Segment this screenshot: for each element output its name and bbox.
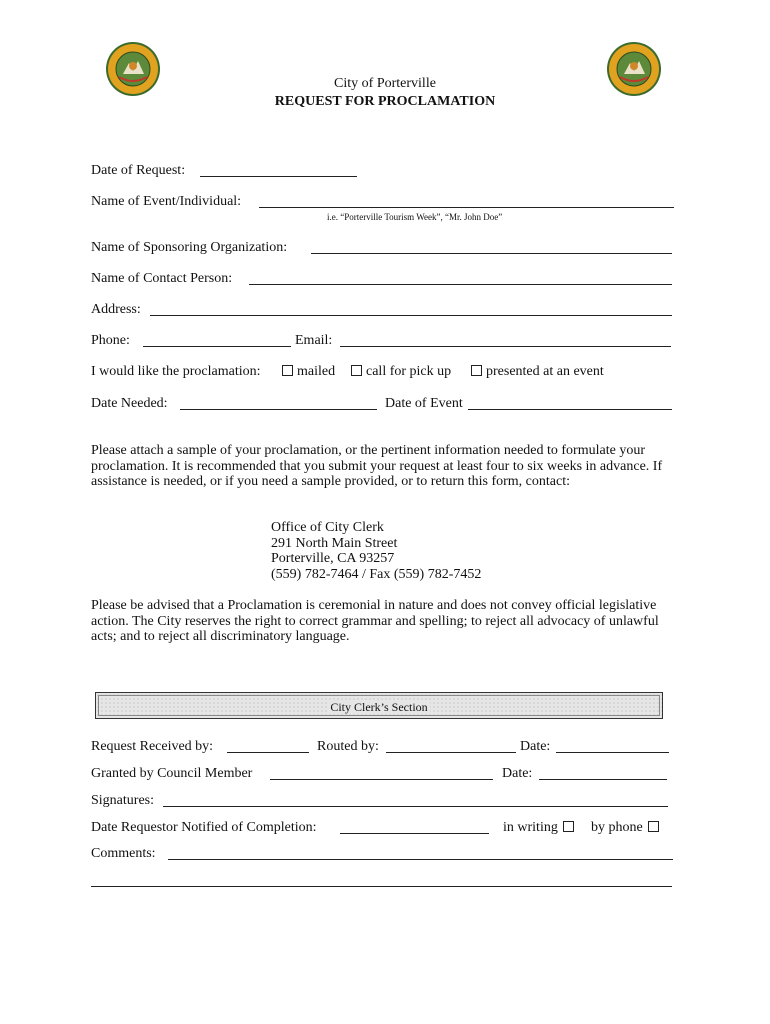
- contact-person-label: Name of Contact Person:: [91, 271, 233, 286]
- email-field[interactable]: [340, 346, 671, 347]
- proclamation-pref-label: I would like the proclamation:: [91, 364, 261, 379]
- contact-person-field[interactable]: [249, 284, 672, 285]
- advisory-paragraph: Please be advised that a Proclamation is ceremonial in nature and does not convey official legislative action. The City reserves the right to correct grammar and spelling; to reject all advocacy of unlawful acts; and to reject all discriminatory language.: [91, 598, 659, 644]
- address-label: Address:: [91, 302, 141, 317]
- option-mailed[interactable]: [282, 364, 335, 380]
- contact-street: 291 North Main Street: [271, 536, 398, 551]
- sponsoring-org-label: Name of Sponsoring Organization:: [91, 240, 288, 255]
- by-phone-label: by phone: [591, 820, 643, 835]
- comments-field-line1[interactable]: [168, 859, 673, 860]
- date-of-event-label: Date of Event: [385, 396, 463, 411]
- comments-label: Comments:: [91, 846, 156, 861]
- date-notified-label: Date Requestor Notified of Completion:: [91, 820, 317, 835]
- event-name-field[interactable]: [259, 207, 674, 208]
- in-writing-option[interactable]: [503, 820, 578, 836]
- option-pickup-label: call for pick up: [366, 364, 452, 379]
- contact-city-state: Porterville, CA 93257: [271, 551, 395, 566]
- date1-label: Date:: [520, 739, 551, 754]
- routed-by-label: Routed by:: [317, 739, 379, 754]
- by-phone-option[interactable]: [591, 820, 663, 836]
- event-name-hint: i.e. “Porterville Tourism Week”, “Mr. John Doe”: [327, 212, 503, 222]
- in-writing-label: in writing: [503, 820, 558, 835]
- option-mailed-label: mailed: [297, 364, 336, 379]
- signatures-field[interactable]: [163, 806, 668, 807]
- by-phone-checkbox[interactable]: [648, 821, 659, 832]
- option-event[interactable]: [471, 364, 604, 380]
- clerk-section-banner: [95, 692, 663, 719]
- request-received-label: Request Received by:: [91, 739, 214, 754]
- date2-label: Date:: [502, 766, 533, 781]
- date-needed-field[interactable]: [180, 409, 377, 410]
- request-received-field[interactable]: [227, 752, 309, 753]
- option-pickup[interactable]: [351, 364, 451, 380]
- option-event-label: presented at an event: [486, 364, 604, 379]
- pickup-checkbox[interactable]: [351, 365, 362, 376]
- contact-office: Office of City Clerk: [271, 520, 384, 535]
- in-writing-checkbox[interactable]: [563, 821, 574, 832]
- instructions-paragraph: Please attach a sample of your proclamation, or the pertinent information needed to formulate your proclamation. It is recommended that you submit your request at least four to six weeks in advance. If assistance is needed, or if you need a sample provided, or to return this form, contact:: [91, 443, 663, 489]
- comments-field-line2[interactable]: [91, 886, 672, 887]
- sponsoring-org-field[interactable]: [311, 253, 672, 254]
- signatures-label: Signatures:: [91, 793, 154, 808]
- event-name-label: Name of Event/Individual:: [91, 194, 242, 209]
- clerk-section-title-text: City Clerk’s Section: [330, 700, 428, 714]
- form-title: REQUEST FOR PROCLAMATION: [274, 94, 496, 109]
- contact-phone-fax: (559) 782-7464 / Fax (559) 782-7452: [271, 567, 482, 582]
- phone-field[interactable]: [143, 346, 291, 347]
- city-name: City of Porterville: [334, 76, 436, 91]
- event-checkbox[interactable]: [471, 365, 482, 376]
- date2-field[interactable]: [539, 779, 667, 780]
- granted-by-field[interactable]: [270, 779, 493, 780]
- date-of-request-label: Date of Request:: [91, 163, 186, 178]
- mailed-checkbox[interactable]: [282, 365, 293, 376]
- date-of-event-field[interactable]: [468, 409, 672, 410]
- date-of-request-field[interactable]: [200, 176, 357, 177]
- date-notified-field[interactable]: [340, 833, 489, 834]
- clerk-section-title: [96, 700, 662, 715]
- granted-by-label: Granted by Council Member: [91, 766, 253, 781]
- routed-by-field[interactable]: [386, 752, 516, 753]
- date1-field[interactable]: [556, 752, 669, 753]
- address-field[interactable]: [150, 315, 672, 316]
- phone-label: Phone:: [91, 333, 130, 348]
- date-needed-label: Date Needed:: [91, 396, 168, 411]
- email-label: Email:: [295, 333, 333, 348]
